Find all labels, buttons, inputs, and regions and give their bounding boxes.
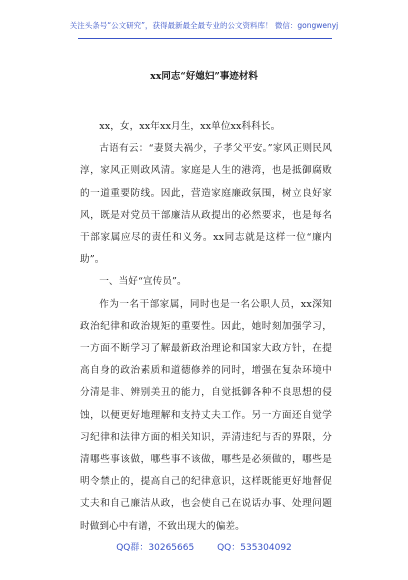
paragraph-section-one: 作为一名干部家属，同时也是一名公职人员，xx深知政治纪律和政治规矩的重要性。因此，她时刻加强学习，一方面不断学习了解最新政治理论和国家大政方针，在提高自身的政治素质和道德修养的同时，增强在复杂环境中分清是非、辨别美丑的能力，自觉抵御各种不良思想的侵蚀，以便更好地理解和支持丈夫工作。另一方面还自觉学习纪律和法律方面的相关知识，弄清违纪与否的界限，分清哪些事该做，哪些事不该做，哪些是必须做的，哪些是明令禁止的，提高自己的纪律意识，这样既能更好地督促丈夫和自己廉洁从政，也会使自己在说话办事、处理问题时做到心中有谱，不致出现大的偏差。 bbox=[80, 298, 332, 532]
document-body bbox=[80, 116, 332, 538]
section-heading: 一、当好“宣传员”。 bbox=[99, 276, 187, 288]
document-title: xx同志“好媳妇”事迹材料 bbox=[150, 71, 258, 82]
footer-contact bbox=[0, 540, 408, 553]
footer-qq-group: QQ群：30265665 bbox=[116, 543, 195, 553]
paragraph-background: 古语有云：“妻贤夫祸少，子孝父平安。”家风正则民风淳，家风正则政风清。家庭是人生的港湾，也是抵御腐败的一道重要防线。因此，营造家庭廉政氛围，树立良好家风，既是对党员干部廉洁从政提出的必然要求，也是每名干部家属应尽的责任和义务。xx同志就是这样一位“廉内助”。 bbox=[80, 143, 332, 266]
header-banner: 关注头条号“公文研究”，获得最新最全最专业的公文资料库！ 微信：gongwenyj bbox=[69, 21, 339, 30]
paragraph-intro: xx，女，xx年xx月生，xx单位xx科科长。 bbox=[99, 121, 281, 132]
header-divider bbox=[78, 38, 332, 39]
footer-qq: QQ：535304092 bbox=[217, 543, 292, 553]
